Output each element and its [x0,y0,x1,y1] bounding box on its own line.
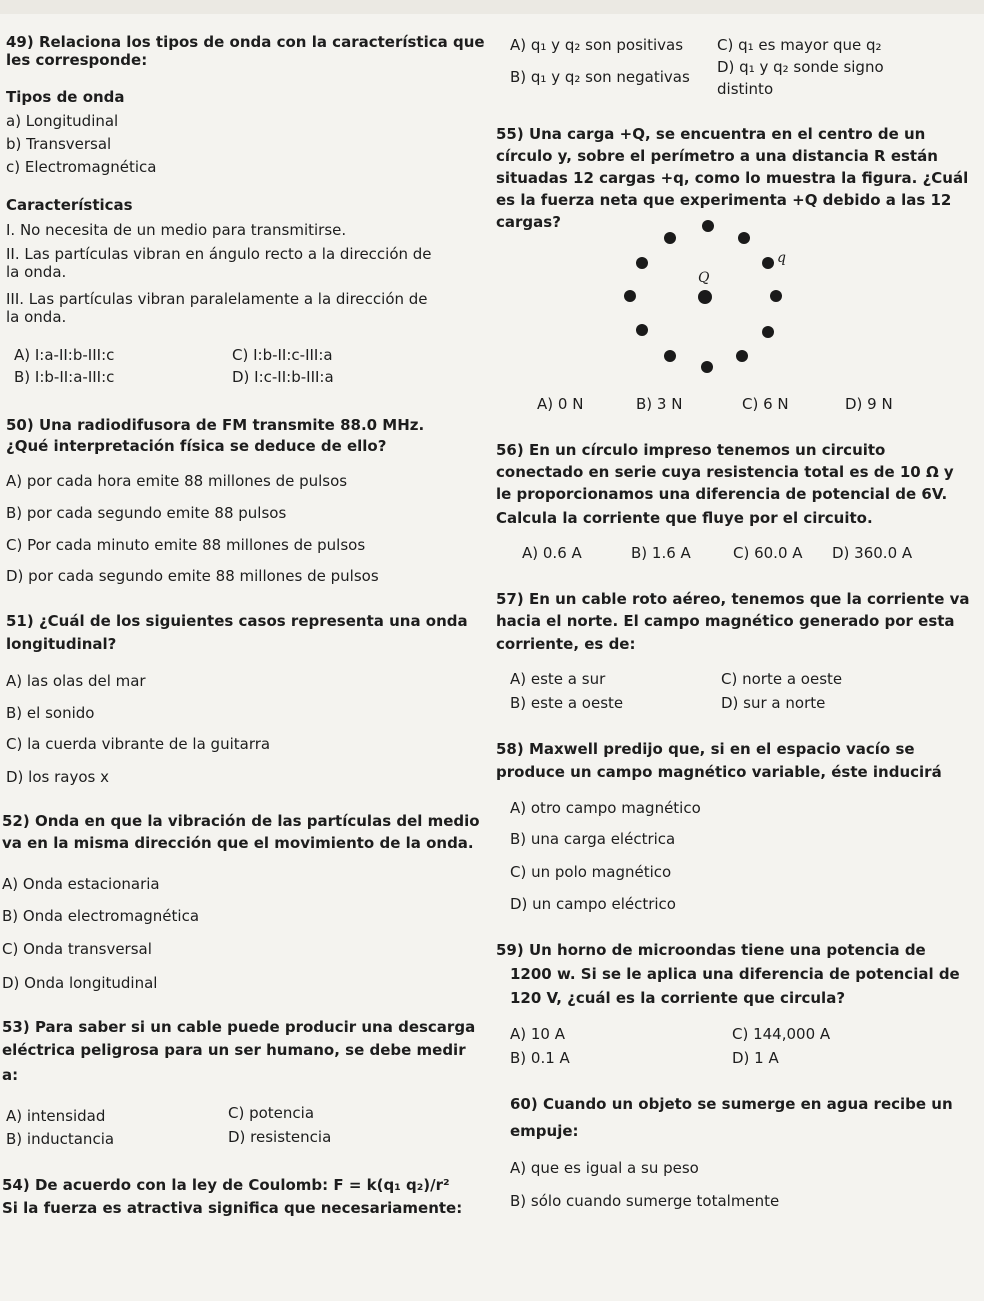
q54-title-line2: Si la fuerza es atractiva significa que necesariamente: [2,1199,463,1217]
q55-line2: círculo y, sobre el perímetro a una distancia R están [496,147,938,165]
q58-option-a: A) otro campo magnético [510,799,701,817]
q49-option-c: C) I:b-II:c-III:a [232,346,333,364]
charge-dot [701,361,713,373]
charge-dot [770,290,782,302]
q49-caract-2b: la onda. [6,263,67,281]
q52-title-line1: 52) Onda en que la vibración de las partículas del medio [2,812,480,830]
q55-option-c: C) 6 N [742,395,789,413]
q49-option-a: A) I:a-II:b-III:c [14,346,115,364]
q49-tipo-c: c) Electromagnética [6,158,157,176]
center-charge-dot [698,290,712,304]
q49-tipo-b: b) Transversal [6,135,112,153]
q55-option-a: A) 0 N [537,395,584,413]
q60-option-b: B) sólo cuando sumerge totalmente [510,1192,780,1210]
q59-option-a: A) 10 A [510,1025,565,1043]
q54-title-line1: 54) De acuerdo con la ley de Coulomb: F = k(q₁ q₂)/r² [2,1176,450,1194]
q49-tipo-a: a) Longitudinal [6,112,119,130]
q49-title-line2: les corresponde: [6,51,148,69]
q56-option-a: A) 0.6 A [522,544,582,562]
q54-option-c: C) q₁ es mayor que q₂ [717,36,882,54]
q57-option-c: C) norte a oeste [721,670,843,688]
q51-option-c: C) la cuerda vibrante de la guitarra [6,735,271,753]
q58-option-b: B) una carga eléctrica [510,830,676,848]
q55-line1: 55) Una carga +Q, se encuentra en el centro de un [496,125,926,143]
q59-option-d: D) 1 A [732,1049,779,1067]
charge-dot [636,324,648,336]
q59-line2: 1200 w. Si se le aplica una diferencia de potencial de [510,965,960,983]
q58-option-c: C) un polo magnético [510,863,672,881]
q57-line2: hacia el norte. El campo magnético generado por esta [496,612,955,630]
charges-circle-figure [610,220,810,380]
q60-line1: 60) Cuando un objeto se sumerge en agua recibe un [510,1095,953,1113]
q49-caract-heading: Características [6,196,133,214]
q53-option-d: D) resistencia [228,1128,332,1146]
q49-caract-1: I. No necesita de un medio para transmitirse. [6,221,347,239]
q52-title-line2: va en la misma dirección que el movimiento de la onda. [2,834,474,852]
charge-dot [636,257,648,269]
label-Q: Q [698,270,710,286]
q59-line3: 120 V, ¿cuál es la corriente que circula? [510,989,846,1007]
q60-option-a: A) que es igual a su peso [510,1159,699,1177]
q57-line1: 57) En un cable roto aéreo, tenemos que la corriente va [496,590,970,608]
q51-option-a: A) las olas del mar [6,672,146,690]
q49-caract-3b: la onda. [6,308,67,326]
q49-title-line1: 49) Relaciona los tipos de onda con la característica que [6,33,485,51]
q53-title-line1: 53) Para saber si un cable puede producir una descarga [2,1018,476,1036]
q54-option-d: D) q₁ y q₂ sonde signo [717,58,884,76]
q59-line1: 59) Un horno de microondas tiene una potencia de [496,941,926,959]
q55-line5: cargas? [496,213,561,231]
q56-option-b: B) 1.6 A [631,544,691,562]
q58-line1: 58) Maxwell predijo que, si en el espacio vacío se [496,740,915,758]
charge-dot [624,290,636,302]
q53-option-c: C) potencia [228,1104,315,1122]
q58-line2: produce un campo magnético variable, éste inducirá [496,763,942,781]
q51-option-d: D) los rayos x [6,768,109,786]
q59-option-b: B) 0.1 A [510,1049,570,1067]
q50-title-line2: ¿Qué interpretación física se deduce de ello? [6,437,387,455]
label-q: q [777,250,786,266]
q50-option-c: C) Por cada minuto emite 88 millones de pulsos [6,536,366,554]
q57-option-b: B) este a oeste [510,694,624,712]
q55-line4: es la fuerza neta que experimenta +Q debido a las 12 [496,191,952,209]
q56-line3: le proporcionamos una diferencia de potencial de 6V. [496,485,948,503]
charge-dot [738,232,750,244]
q53-title-line3: a: [2,1066,19,1084]
q55-option-b: B) 3 N [636,395,683,413]
q54-option-d-cont: distinto [717,80,774,98]
charge-dot [762,326,774,338]
q57-line3: corriente, es de: [496,635,636,653]
q56-line1: 56) En un círculo impreso tenemos un circuito [496,441,886,459]
q51-title-line1: 51) ¿Cuál de los siguientes casos representa una onda [6,612,468,630]
q56-option-c: C) 60.0 A [733,544,803,562]
q56-line2: conectado en serie cuya resistencia total es de 10 Ω y [496,463,954,481]
q50-title-line1: 50) Una radiodifusora de FM transmite 88.0 MHz. [6,416,425,434]
top-edge [0,0,984,14]
q56-option-d: D) 360.0 A [832,544,913,562]
q49-caract-2: II. Las partículas vibran en ángulo recto a la dirección de [6,245,432,263]
q50-option-d: D) por cada segundo emite 88 millones de pulsos [6,567,379,585]
q55-line3: situadas 12 cargas +q, como lo muestra la figura. ¿Cuál [496,169,969,187]
q56-line4: Calcula la corriente que fluye por el circuito. [496,509,873,527]
q57-option-a: A) este a sur [510,670,606,688]
q51-option-b: B) el sonido [6,704,95,722]
q55-option-d: D) 9 N [845,395,893,413]
q49-caract-3: III. Las partículas vibran paralelamente a la dirección de [6,290,428,308]
q50-option-b: B) por cada segundo emite 88 pulsos [6,504,287,522]
q60-line2: empuje: [510,1122,579,1140]
q52-option-b: B) Onda electromagnética [2,907,200,925]
q53-title-line2: eléctrica peligrosa para un ser humano, se debe medir [2,1041,466,1059]
q49-option-b: B) I:b-II:a-III:c [14,368,115,386]
q50-option-a: A) por cada hora emite 88 millones de pulsos [6,472,348,490]
charge-dot [664,350,676,362]
q52-option-a: A) Onda estacionaria [2,875,160,893]
q52-option-c: C) Onda transversal [2,940,152,958]
charge-dot [664,232,676,244]
q53-option-a: A) intensidad [6,1107,106,1125]
q53-option-b: B) inductancia [6,1130,115,1148]
q49-option-d: D) I:c-II:b-III:a [232,368,334,386]
q54-option-b: B) q₁ y q₂ son negativas [510,68,690,86]
q57-option-d: D) sur a norte [721,694,826,712]
charge-dot [702,220,714,232]
q49-tipos-heading: Tipos de onda [6,88,125,106]
q52-option-d: D) Onda longitudinal [2,974,158,992]
q59-option-c: C) 144,000 A [732,1025,831,1043]
q58-option-d: D) un campo eléctrico [510,895,676,913]
q54-option-a: A) q₁ y q₂ son positivas [510,36,684,54]
charge-dot [736,350,748,362]
charge-dot [762,257,774,269]
q51-title-line2: longitudinal? [6,635,117,653]
